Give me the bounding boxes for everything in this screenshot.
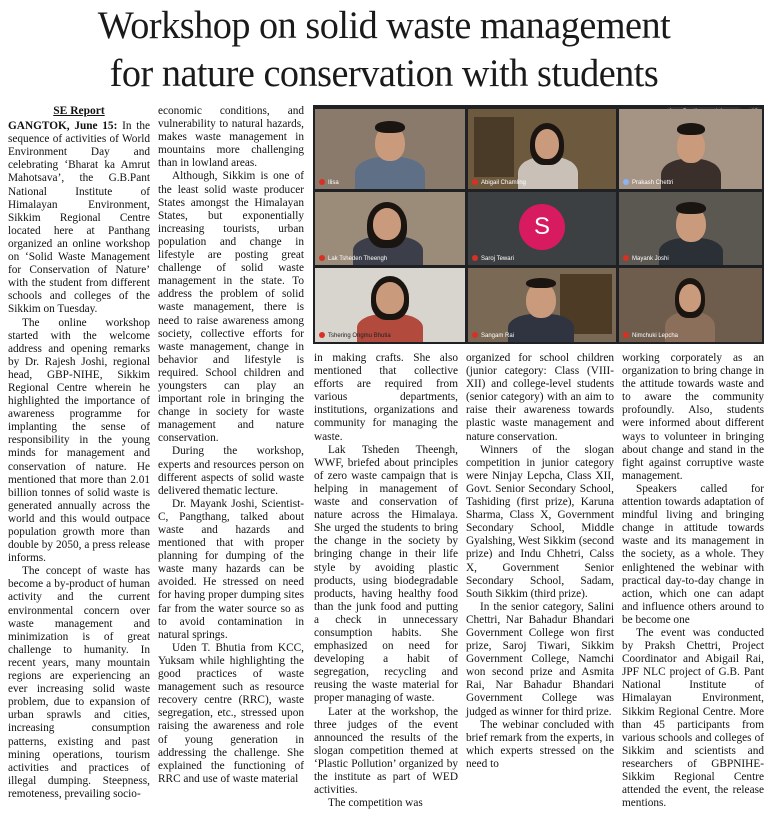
participant-name: Nimchuki Lepcha <box>623 332 678 339</box>
paragraph: The concept of waste has become a by-product of human activity and the current environmental concern over waste management and minimization is of great challenge to humanity. In recent years, many mountain regions are experiencing an ever increasing solid waste problem, due to expansion of urban sprawls and cities, increasing consumption patterns, existing and past mining operations, tourism activities and practices of illegal dumping. Steepness, remoteness, prevailing socio- <box>8 565 150 800</box>
mic-icon <box>623 179 629 185</box>
mic-muted-icon <box>472 255 478 261</box>
paragraph: Dr. Mayank Joshi, Scientist-C, Pangthang, talked about waste and hazards and mentioned that with proper planning for dumping of the waste many hazards can be avoided. He stressed on need for having proper dumping sites far from the water source so as to avoid contamination in natural springs. <box>158 497 304 641</box>
paragraph: in making crafts. She also mentioned that collective efforts are required from various departments, institutions, organizations and community for managing the waste. <box>314 352 458 443</box>
headline-line-2: for nature conservation with students <box>109 52 659 95</box>
participant-avatar: S <box>519 204 565 250</box>
paragraph: Speakers called for attention towards adaptation of mindful living and bringing change in attitude towards waste and its management in the society, as a whole. They enlightened the webinar with practical day-to-day change in action, which one can adapt and influence others around to be become one <box>622 482 764 626</box>
byline: SE Report <box>53 105 105 117</box>
dateline: GANGTOK, June 15: <box>8 120 118 133</box>
mic-muted-icon <box>319 255 325 261</box>
paragraph: Winners of the slogan competition in junior category were Ninjay Lepcha, Class XII, Govt. Senior Secondary School, Tashiding (first prize), Karuna Sharma, Class X, Government Secondary School, Middle Gyalshing, West Sikkim (second prize) and Indu Chhetri, Calss X, Government Senior Secondary School, Sadam, South Sikkim (third prize). <box>466 443 614 600</box>
mic-muted-icon <box>319 332 325 338</box>
paragraph <box>8 120 150 316</box>
paragraph: Later at the workshop, the three judges of the event announced the results of the slogan competition themed at ‘Plastic Pollution’ organized by the institute as part of WED activities. <box>314 705 458 797</box>
participant-name: Abigail Chamling <box>472 179 526 186</box>
mic-muted-icon <box>623 255 629 261</box>
paragraph: organized for school children (junior category: Class (VIII-XII) and college-level students (senior category) with an aim to raise their awareness towards plastic waste management and nature conservation. <box>466 352 614 443</box>
video-conference-photo <box>313 105 764 344</box>
mic-muted-icon <box>319 179 325 185</box>
headline-line-1: Workshop on solid waste management <box>97 4 671 47</box>
participant-tile <box>468 109 616 189</box>
participant-name: Lak Tsheden Theengh <box>319 255 387 262</box>
paragraph: working corporately as an organization to bring change in the attitude towards waste and to aware the community profoundly. Also, students were informed about different ways to volunteer in bringing about change and stand in the fight against corruptive waste management. <box>622 352 764 482</box>
participant-name: Ilisa <box>319 179 339 186</box>
article-column-5 <box>622 352 764 810</box>
participant-tile <box>619 268 762 342</box>
participant-tile <box>468 268 616 342</box>
participant-tile <box>468 192 616 265</box>
participant-name: Saroj Tewari <box>472 255 514 262</box>
mic-muted-icon <box>623 332 629 338</box>
article-column-3 <box>314 352 458 810</box>
article-column-1 <box>8 105 150 801</box>
participant-tile <box>315 192 465 265</box>
paragraph: The competition was <box>328 797 423 810</box>
paragraph: The event was conducted by Praksh Chettri, Project Coordinator and Abigail Rai, JPF NLC project of G.B. Pant National Institute of Himalayan Environment, Sikkim Regional Centre. More than 45 participants from various schools and colleges of Sikkim and scientists and researchers of GBPNIHE-Sikkim Regional Centre attended the event, the release mentions. <box>622 626 764 810</box>
participant-tile <box>619 192 762 265</box>
paragraph: During the workshop, experts and resources person on different aspects of solid waste delivered thematic lecture. <box>158 445 304 497</box>
paragraph: Uden T. Bhutia from KCC, Yuksam while highlighting the good practices of waste management such as resource recovery centre (RRC), waste segregation, etc., stressed upon raising the awareness and role of young generation in addressing the challenge. She explained the functioning of RRC and use of waste material <box>158 641 304 785</box>
participant-tile <box>315 109 465 189</box>
participant-name: Mayank Joshi <box>623 255 669 262</box>
paragraph: The webinar concluded with brief remark from the experts, in which experts stressed on the need to <box>466 718 614 770</box>
paragraph: The online workshop started with the welcome address and opening remarks by Dr. Rajesh Joshi, regional head, GBP-NIHE, Sikkim Regional Centre wherein he highlighted the importance of awareness programme for implanting the sense of responsibility in the young minds for management and conservation of nature. He mentioned that more than 2.01 billion tonnes of solid waste is generated annually across the world and this would outpace population growth more than double by 2050, a press release informs. <box>8 316 150 565</box>
mic-muted-icon <box>472 179 478 185</box>
mic-muted-icon <box>472 332 478 338</box>
paragraph: In the senior category, Salini Chettri, Nar Bahadur Bhandari Government College won first prize, Saroj Tiwari, Sikkim Government College, Namchi won second prize and Asmita Rai, Nar Bahadur Bhandari Government College was judged as winner for third prize. <box>466 600 614 718</box>
participant-tile <box>619 109 762 189</box>
paragraph: Lak Tsheden Theengh, WWF, briefed about principles of zero waste campaign that is helping in management of waste and conservation of nature across the Himalaya. She urged the students to bring the change in the society by bringing change in their life style by avoiding plastic products, using biodegradable products, having healthy food than the junk food and putting a check in unnecessary consumption habits. She emphasized on need for developing a habit of segregation, recycling and reusing the waste material for proper managing of waste. <box>314 443 458 705</box>
article-column-2 <box>158 105 304 786</box>
headline <box>8 2 761 98</box>
participant-name: Sangam Rai <box>472 332 514 339</box>
participant-name: Tshering Ongmu Bhutia <box>319 332 391 339</box>
paragraph: economic conditions, and vulnerability to natural hazards, makes waste management in mountains more challenging than in lowland areas. <box>158 105 304 170</box>
paragraph: Although, Sikkim is one of the least solid waste producer States amongst the Himalayan States, but exponentially increasing tourists, urban population and change in lifestyle are posting great challenge of solid waste management in the state. To address the problem of solid waste management, there is need to raise awareness among society, collective efforts for waste management, change in behavior and lifestyle is required. School children and youngsters can play an important role in bringing the change in society for waste management and nature conservation. <box>158 170 304 445</box>
paragraph-text: In the sequence of activities of World Environment Day and celebrating ‘Bharat ka Amrut Mahotsava’, the G.B.Pant National Institute of Himalayan Environment, Sikkim Regional Centre located here at Panthang organized an online workshop on ‘Solid Waste Management for Conservation of Nature’ with the student from different schools and colleges of the Sikkim on Tuesday. <box>8 120 150 316</box>
participant-tile <box>315 268 465 342</box>
article-column-4 <box>466 352 614 771</box>
participant-name: Prakash Chettri <box>623 179 673 186</box>
